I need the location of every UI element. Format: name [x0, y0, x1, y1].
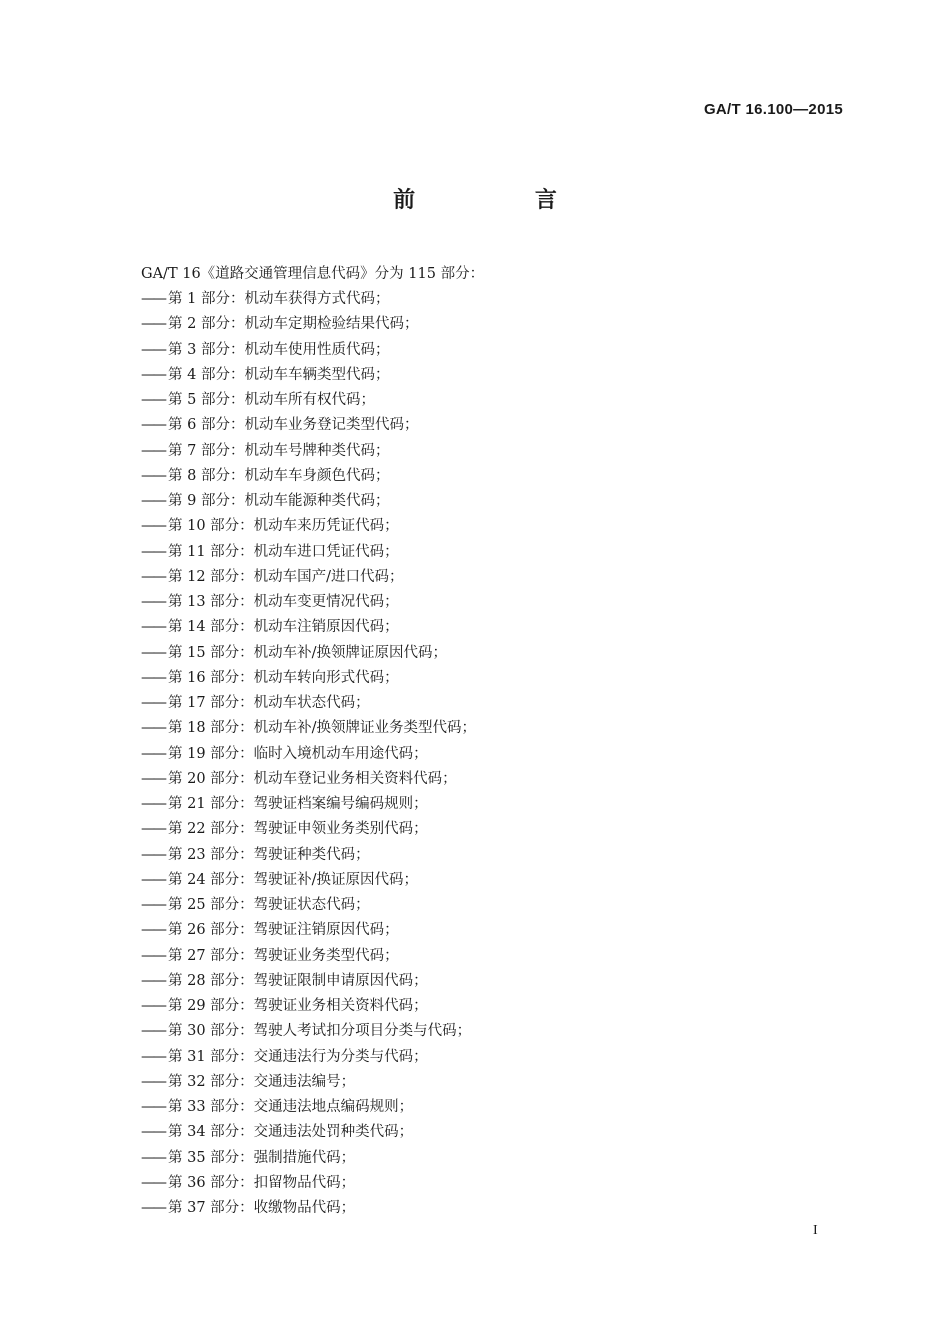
list-dash: ——	[141, 947, 164, 964]
list-item-text: 第 3 部分：机动车使用性质代码；	[168, 341, 390, 358]
list-item	[141, 540, 476, 565]
list-item	[141, 918, 476, 943]
list-item	[141, 792, 476, 817]
list-dash: ——	[141, 392, 164, 408]
list-item	[141, 868, 476, 893]
list-item-text: 第 36 部分：扣留物品代码；	[168, 1174, 356, 1191]
list-item	[141, 1045, 476, 1070]
list-item-text: 第 10 部分：机动车来历凭证代码；	[168, 518, 399, 535]
list-dash: ——	[141, 1048, 164, 1065]
list-item-text: 第 21 部分：驾驶证档案编号编码规则；	[168, 796, 428, 812]
list-dash: ——	[141, 1174, 164, 1191]
page-number: I	[813, 1223, 818, 1238]
list-dash: ——	[141, 467, 164, 484]
list-item	[141, 388, 476, 413]
list-dash: ——	[141, 745, 164, 762]
list-dash: ——	[141, 972, 164, 989]
list-item-text: 第 28 部分：驾驶证限制申请原因代码；	[168, 972, 428, 989]
list-item-text: 第 23 部分：驾驶证种类代码；	[168, 846, 370, 863]
list-dash: ——	[141, 998, 164, 1014]
list-item-text: 第 8 部分：机动车车身颜色代码；	[168, 467, 390, 484]
list-item	[141, 666, 476, 691]
list-dash: ——	[141, 821, 164, 838]
list-item	[141, 615, 476, 640]
list-dash: ——	[141, 695, 164, 711]
list-item-text: 第 17 部分：机动车状态代码；	[168, 695, 370, 711]
list-item-text: 第 7 部分：机动车号牌种类代码；	[168, 442, 390, 459]
list-dash: ——	[141, 291, 164, 307]
list-item-text: 第 25 部分：驾驶证状态代码；	[168, 897, 370, 913]
list-item	[141, 817, 476, 842]
list-dash: ——	[141, 568, 164, 585]
list-dash: ——	[141, 922, 164, 939]
list-item	[141, 363, 476, 388]
list-item	[141, 590, 476, 615]
list-item	[141, 641, 476, 666]
list-item	[141, 464, 476, 489]
list-dash: ——	[141, 669, 164, 686]
list-dash: ——	[141, 897, 164, 913]
list-item-text: 第 33 部分：交通违法地点编码规则；	[168, 1099, 414, 1115]
list-item	[141, 1196, 476, 1221]
list-item-text: 第 34 部分：交通违法处罚种类代码；	[168, 1124, 414, 1141]
list-item-text: 第 11 部分：机动车进口凭证代码；	[168, 543, 399, 560]
list-item-text: 第 12 部分：机动车国产/进口代码；	[168, 568, 404, 585]
list-item	[141, 994, 476, 1019]
list-item-text: 第 24 部分：驾驶证补/换证原因代码；	[168, 871, 419, 888]
list-dash: ——	[141, 316, 164, 333]
list-item-text: 第 9 部分：机动车能源种类代码；	[168, 493, 390, 509]
list-item	[141, 287, 476, 312]
list-item	[141, 1095, 476, 1120]
list-item-text: 第 29 部分：驾驶证业务相关资料代码；	[168, 998, 428, 1014]
list-dash: ——	[141, 594, 164, 610]
list-item-text: 第 2 部分：机动车定期检验结果代码；	[168, 316, 419, 333]
list-item	[141, 944, 476, 969]
list-dash: ——	[141, 644, 164, 661]
document-code: GA/T 16.100—2015	[703, 101, 843, 118]
list-item	[141, 969, 476, 994]
list-item	[141, 338, 476, 363]
list-item	[141, 514, 476, 539]
list-dash: ——	[141, 493, 164, 509]
list-item-text: 第 31 部分：交通违法行为分类与代码；	[168, 1048, 428, 1065]
list-item	[141, 767, 476, 792]
list-item-text: 第 14 部分：机动车注销原因代码；	[168, 619, 399, 636]
list-dash: ——	[141, 846, 164, 863]
list-item-text: 第 13 部分：机动车变更情况代码；	[168, 594, 399, 610]
list-item	[141, 1070, 476, 1095]
list-item-text: 第 30 部分：驾驶人考试扣分项目分类与代码；	[168, 1023, 472, 1040]
list-dash: ——	[141, 366, 164, 383]
list-item	[141, 413, 476, 438]
list-item	[141, 691, 476, 716]
list-item-text: 第 19 部分：临时入境机动车用途代码；	[168, 745, 428, 762]
list-item	[141, 1171, 476, 1196]
list-item-text: 第 5 部分：机动车所有权代码；	[168, 392, 375, 408]
list-item	[141, 489, 476, 514]
list-item-text: 第 26 部分：驾驶证注销原因代码；	[168, 922, 399, 939]
list-dash: ——	[141, 796, 164, 812]
list-item	[141, 742, 476, 767]
list-item-text: 第 18 部分：机动车补/换领牌证业务类型代码；	[168, 720, 477, 737]
list-dash: ——	[141, 1149, 164, 1166]
list-dash: ——	[141, 1073, 164, 1090]
list-item-text: 第 4 部分：机动车车辆类型代码；	[168, 366, 390, 383]
list-item-text: 第 15 部分：机动车补/换领牌证原因代码；	[168, 644, 448, 661]
list-dash: ——	[141, 871, 164, 888]
list-item	[141, 843, 476, 868]
list-item	[141, 312, 476, 337]
intro-paragraph: GA/T 16《道路交通管理信息代码》分为 115 部分：	[141, 266, 485, 282]
list-item-text: 第 27 部分：驾驶证业务类型代码；	[168, 947, 399, 964]
list-dash: ——	[141, 417, 164, 434]
page-title: 前 言	[393, 188, 613, 213]
list-dash: ——	[141, 543, 164, 560]
list-dash: ——	[141, 442, 164, 459]
list-item	[141, 1146, 476, 1171]
list-item-text: 第 37 部分：收缴物品代码；	[168, 1200, 356, 1216]
list-dash: ——	[141, 720, 164, 737]
list-dash: ——	[141, 1099, 164, 1115]
list-item	[141, 1019, 476, 1044]
list-dash: ——	[141, 770, 164, 787]
list-item	[141, 716, 476, 741]
list-item-text: 第 1 部分：机动车获得方式代码；	[168, 291, 390, 307]
list-item	[141, 439, 476, 464]
list-item-text: 第 16 部分：机动车转向形式代码；	[168, 669, 399, 686]
list-item-text: 第 22 部分：驾驶证申领业务类别代码；	[168, 821, 428, 838]
list-item-text: 第 20 部分：机动车登记业务相关资料代码；	[168, 770, 457, 787]
list-item-text: 第 6 部分：机动车业务登记类型代码；	[168, 417, 419, 434]
list-item	[141, 1120, 476, 1145]
list-dash: ——	[141, 619, 164, 636]
list-dash: ——	[141, 1023, 164, 1040]
list-item-text: 第 32 部分：交通违法编号；	[168, 1073, 356, 1090]
list-dash: ——	[141, 518, 164, 535]
list-item	[141, 565, 476, 590]
list-dash: ——	[141, 1200, 164, 1216]
list-item-text: 第 35 部分：强制措施代码；	[168, 1149, 356, 1166]
parts-list	[141, 287, 476, 1221]
list-item	[141, 893, 476, 918]
list-dash: ——	[141, 341, 164, 358]
list-dash: ——	[141, 1124, 164, 1141]
